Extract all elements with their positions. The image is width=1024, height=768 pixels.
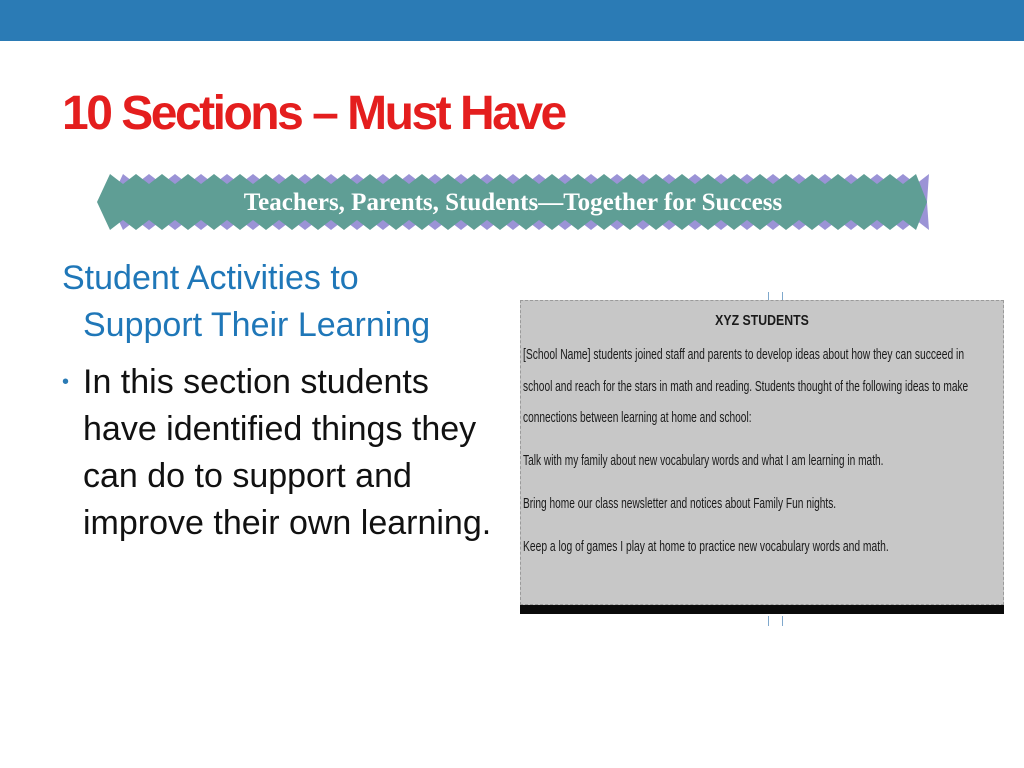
- document-list-item: Keep a log of games I play at home to practice new vocabulary words and math.: [523, 539, 889, 555]
- document-intro-line: [School Name] students joined staff and parents to develop ideas about how they can succeed in: [523, 347, 965, 363]
- document-list-item: Bring home our class newsletter and notices about Family Fun nights.: [523, 496, 837, 512]
- document-intro-line: connections between learning at home and school:: [523, 410, 752, 426]
- section-heading: [62, 255, 502, 349]
- doc-bottom-tick: [768, 616, 769, 626]
- section-heading-line2: Support Their Learning: [83, 306, 431, 344]
- document-list-item: Talk with my family about new vocabulary words and what I am learning in math.: [523, 453, 884, 469]
- doc-bottom-tick: [782, 616, 783, 626]
- top-header-bar: [0, 0, 1024, 41]
- document-intro-line: school and reach for the stars in math and reading. Students thought of the following ideas to make: [523, 379, 969, 395]
- slide-title: 10 Sections – Must Have: [62, 87, 565, 140]
- bullet-point: [62, 359, 502, 547]
- banner-text: Teachers, Parents, Students—Together for Success: [243, 189, 783, 216]
- banner: [97, 168, 929, 236]
- student-document-image: [520, 300, 1004, 616]
- section-heading-line1: Student Activities to: [62, 259, 359, 297]
- document-footer-bar: [520, 605, 1004, 614]
- bullet-icon: •: [62, 371, 70, 393]
- document-title: XYZ STUDENTS: [715, 312, 809, 329]
- bullet-text: In this section students have identified things they can do to support and improve their own learning.: [83, 363, 492, 542]
